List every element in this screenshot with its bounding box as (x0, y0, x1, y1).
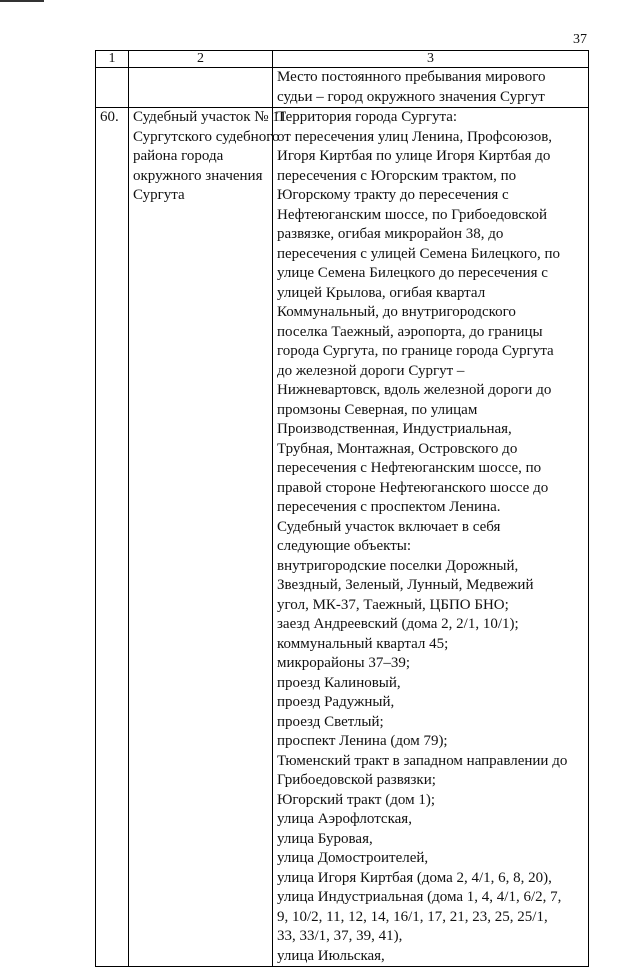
object-line: проезд Калиновый, (277, 674, 401, 691)
table-header-row (96, 51, 589, 68)
object-line: Звездный, Зеленый, Лунный, Медвежий (277, 577, 534, 593)
territory-description-cell (273, 108, 589, 967)
territory-line: города Сургута, по границе города Сургута (277, 343, 554, 359)
object-line: угол, МК-37, Таежный, ЦБПО БНО; (277, 596, 509, 613)
row-number: 60. (96, 108, 129, 967)
page-number: 37 (573, 32, 587, 47)
continuation-line: судьи – город окружного значения Сургут (277, 88, 545, 105)
continuation-row (96, 68, 589, 108)
territory-line: пересечения с улицей Семена Билецкого, по (277, 245, 561, 262)
territory-line: правой стороне Нефтеюганского шоссе до (277, 479, 549, 496)
territory-line: Трубная, Монтажная, Островского до (277, 440, 518, 457)
district-name-line: Сургута (133, 187, 185, 203)
object-line: 33, 33/1, 37, 39, 41), (277, 928, 403, 944)
court-districts-table (95, 50, 589, 967)
object-line: заезд Андреевский (дома 2, 2/1, 10/1); (277, 616, 519, 632)
district-name-line: района города (133, 148, 224, 164)
top-margin-mark (0, 0, 44, 2)
object-line: улица Игоря Киртбая (дома 2, 4/1, 6, 8, 20), (277, 869, 552, 886)
territory-line: от пересечения улиц Ленина, Профсоюзов, (277, 128, 553, 145)
territory-line: Нефтеюганским шоссе, по Грибоедовской (277, 206, 548, 223)
continuation-line: Место постоянного пребывания мирового (277, 69, 546, 85)
object-line: Грибоедовской развязки; (277, 772, 436, 788)
territory-line: Югорскому тракту до пересечения с (277, 187, 509, 203)
territory-line: улицей Крылова, огибая квартал (277, 284, 486, 301)
territory-line: Нижневартовск, вдоль железной дороги до (277, 382, 552, 398)
territory-line: Производственная, Индустриальная, (277, 421, 512, 437)
territory-line: развязке, огибая микрорайон 38, до (277, 226, 504, 242)
object-line: проспект Ленина (дом 79); (277, 733, 448, 749)
object-line: проезд Радужный, (277, 694, 395, 710)
district-name-line: окружного значения (133, 167, 263, 184)
territory-line: пересечения с проспектом Ленина. (277, 499, 501, 515)
object-line: улица Июльская, (277, 947, 385, 964)
object-line: коммунальный квартал 45; (277, 635, 449, 652)
continuation-number-cell (96, 68, 129, 108)
objects-heading-line: следующие объекты: (277, 538, 411, 554)
object-line: проезд Светлый; (277, 713, 384, 730)
column-1-header: 1 (96, 51, 129, 68)
object-line: улица Аэрофлотская, (277, 811, 412, 827)
continuation-description-cell (273, 68, 589, 108)
territory-line: поселка Таежный, аэропорта, до границы (277, 323, 543, 340)
object-line: улица Индустриальная (дома 1, 4, 4/1, 6/2, 7, (277, 889, 562, 905)
object-line: улица Домостроителей, (277, 850, 429, 866)
continuation-name-cell (129, 68, 273, 108)
object-line: Тюменский тракт в западном направлении до (277, 752, 568, 769)
territory-line: пересечения с Нефтеюганским шоссе, по (277, 460, 542, 476)
column-2-header: 2 (129, 51, 273, 68)
object-line: внутригородские поселки Дорожный, (277, 557, 519, 574)
territory-line: промзоны Северная, по улицам (277, 401, 478, 418)
territory-line: Коммунальный, до внутригородского (277, 304, 516, 320)
object-line: улица Буровая, (277, 830, 373, 847)
district-name-line: Судебный участок № 11 (133, 109, 287, 125)
district-name-line: Сургутского судебного (133, 128, 280, 145)
column-3-header: 3 (273, 51, 589, 68)
territory-line: до железной дороги Сургут – (277, 362, 465, 379)
table-row (96, 108, 589, 967)
object-line: 9, 10/2, 11, 12, 14, 16/1, 17, 21, 23, 25, 25/1, (277, 908, 548, 925)
object-line: микрорайоны 37–39; (277, 655, 411, 671)
objects-heading-line: Судебный участок включает в себя (277, 518, 501, 535)
territory-line: Территория города Сургута: (277, 109, 458, 125)
object-line: Югорский тракт (дом 1); (277, 791, 435, 808)
territory-line: пересечения с Югорским трактом, по (277, 167, 517, 184)
district-name-cell (129, 108, 287, 967)
territory-line: улице Семена Билецкого до пересечения с (277, 265, 548, 281)
territory-line: Игоря Киртбая по улице Игоря Киртбая до (277, 148, 551, 164)
